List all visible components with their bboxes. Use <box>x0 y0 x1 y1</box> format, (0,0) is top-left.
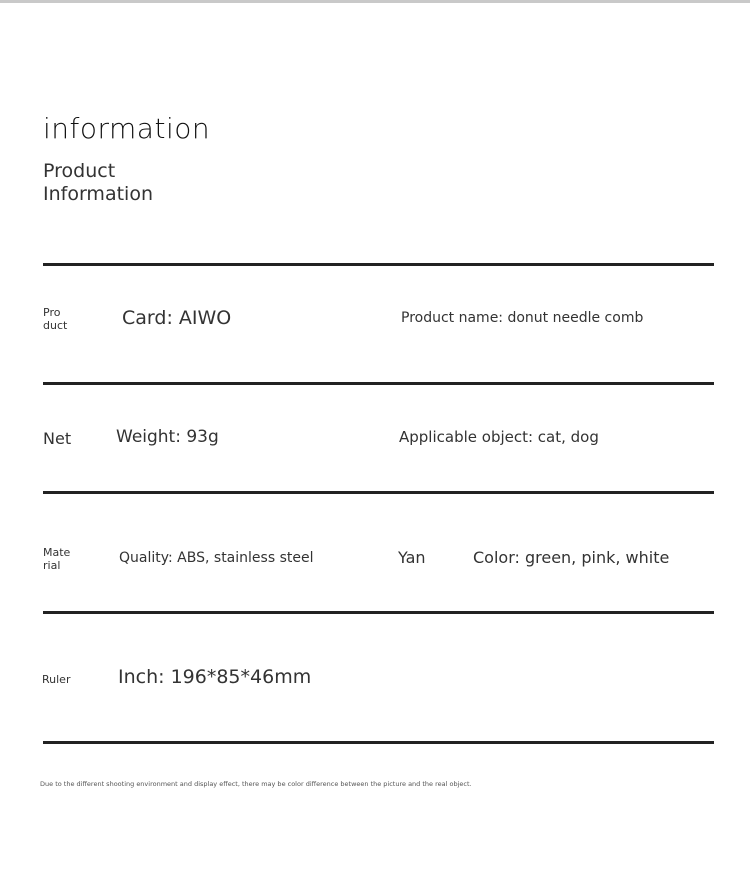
page-subtitle <box>43 160 153 206</box>
size-value: Inch: 196*85*46mm <box>118 666 312 688</box>
row-label-ruler: Ruler <box>42 673 71 686</box>
subtitle-line-1: Product <box>43 160 116 182</box>
divider-2 <box>43 382 714 385</box>
subtitle-line-2: Information <box>43 183 153 205</box>
row-label-material <box>43 546 70 572</box>
color-value: Color: green, pink, white <box>473 548 670 567</box>
page-title: information <box>43 112 211 145</box>
divider-4 <box>43 611 714 614</box>
weight-value: Weight: 93g <box>116 427 219 447</box>
label-line-1: Pro <box>43 306 61 319</box>
label-line-2: duct <box>43 319 68 332</box>
material-value: Quality: ABS, stainless steel <box>119 550 314 566</box>
label-line-2: rial <box>43 559 61 572</box>
divider-5 <box>43 741 714 744</box>
label-line-1: Mate <box>43 546 71 559</box>
applicable-object-value: Applicable object: cat, dog <box>399 428 599 446</box>
row-label-net: Net <box>43 429 72 448</box>
divider-3 <box>43 491 714 494</box>
disclaimer-note: Due to the different shooting environment and display effect, there may be color difference between the picture and the real object. <box>40 780 472 788</box>
color-label: Yan <box>398 548 426 567</box>
product-name-value: Product name: donut needle comb <box>401 310 644 326</box>
brand-value: Card: AIWO <box>122 307 232 329</box>
top-border <box>0 0 750 3</box>
divider-1 <box>43 263 714 266</box>
row-label-product <box>43 306 67 332</box>
